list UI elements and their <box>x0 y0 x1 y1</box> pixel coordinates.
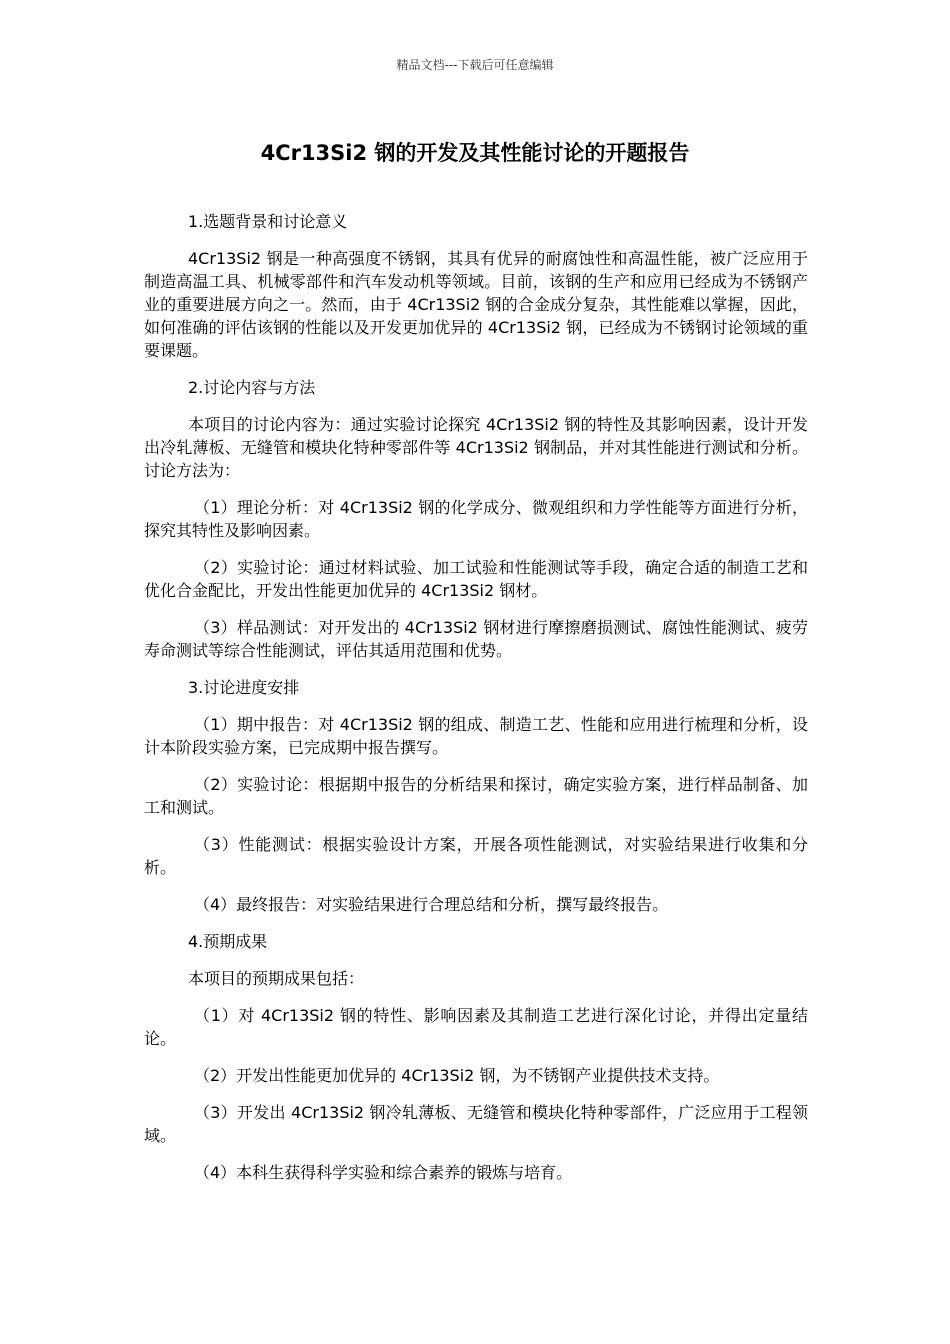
section-heading-content-method: 2.讨论内容与方法 <box>188 378 316 397</box>
list-item-result-1: （1）对 4Cr13Si2 钢的特性、影响因素及其制造工艺进行深化讨论，并得出定量结论。 <box>144 1006 808 1048</box>
section-heading-background: 1.选题背景和讨论意义 <box>188 212 348 231</box>
list-item-experiment-phase: （2）实验讨论：根据期中报告的分析结果和探讨，确定实验方案，进行样品制备、加工和测试。 <box>144 775 808 817</box>
list-item-result-2: （2）开发出性能更加优异的 4Cr13Si2 钢，为不锈钢产业提供技术支持。 <box>194 1066 720 1085</box>
section-heading-expected-results: 4.预期成果 <box>188 932 268 951</box>
list-item-midterm-report: （1）期中报告：对 4Cr13Si2 钢的组成、制造工艺、性能和应用进行梳理和分析，设计本阶段实验方案，已完成期中报告撰写。 <box>144 715 808 757</box>
document-body <box>144 210 808 1198</box>
paragraph-content-method: 本项目的讨论内容为：通过实验讨论探究 4Cr13Si2 钢的特性及其影响因素，设计开发出冷轧薄板、无缝管和模块化特种零部件等 4Cr13Si2 钢制品，并对其性能进行测试和分析。讨论方法为： <box>144 415 808 480</box>
list-item-performance-test: （3）性能测试：根据实验设计方案，开展各项性能测试，对实验结果进行收集和分析。 <box>144 835 808 877</box>
list-item-result-4: （4）本科生获得科学实验和综合素养的锻炼与培育。 <box>194 1163 573 1182</box>
list-item-final-report: （4）最终报告：对实验结果进行合理总结和分析，撰写最终报告。 <box>194 895 669 914</box>
document-title: 4Cr13Si2 钢的开发及其性能讨论的开题报告 <box>260 141 690 165</box>
paragraph-expected-results-intro: 本项目的预期成果包括： <box>188 969 365 988</box>
page-header: 精品文档---下载后可任意编辑 <box>396 58 554 72</box>
paragraph-background: 4Cr13Si2 钢是一种高强度不锈钢，其具有优异的耐腐蚀性和高温性能，被广泛应用于制造高温工具、机械零部件和汽车发动机等领域。目前，该钢的生产和应用已经成为不锈钢产业的重要进展方向之一。然而，由于 4Cr13Si2 钢的合金成分复杂，其性能难以掌握，因此，如何准确的评估该钢的性能以及开发更加优异的 4Cr13Si2 钢，已经成为不锈钢讨论领域的重要课题。 <box>144 249 808 360</box>
section-heading-schedule: 3.讨论进度安排 <box>188 678 300 697</box>
list-item-experiment: （2）实验讨论：通过材料试验、加工试验和性能测试等手段，确定合适的制造工艺和优化合金配比，开发出性能更加优异的 4Cr13Si2 钢材。 <box>144 558 808 600</box>
list-item-sample-testing: （3）样品测试：对开发出的 4Cr13Si2 钢材进行摩擦磨损测试、腐蚀性能测试、疲劳寿命测试等综合性能测试，评估其适用范围和优势。 <box>144 618 808 660</box>
list-item-theory-analysis: （1）理论分析：对 4Cr13Si2 钢的化学成分、微观组织和力学性能等方面进行分析，探究其特性及影响因素。 <box>144 498 808 540</box>
list-item-result-3: （3）开发出 4Cr13Si2 钢冷轧薄板、无缝管和模块化特种零部件，广泛应用于工程领域。 <box>144 1103 808 1145</box>
